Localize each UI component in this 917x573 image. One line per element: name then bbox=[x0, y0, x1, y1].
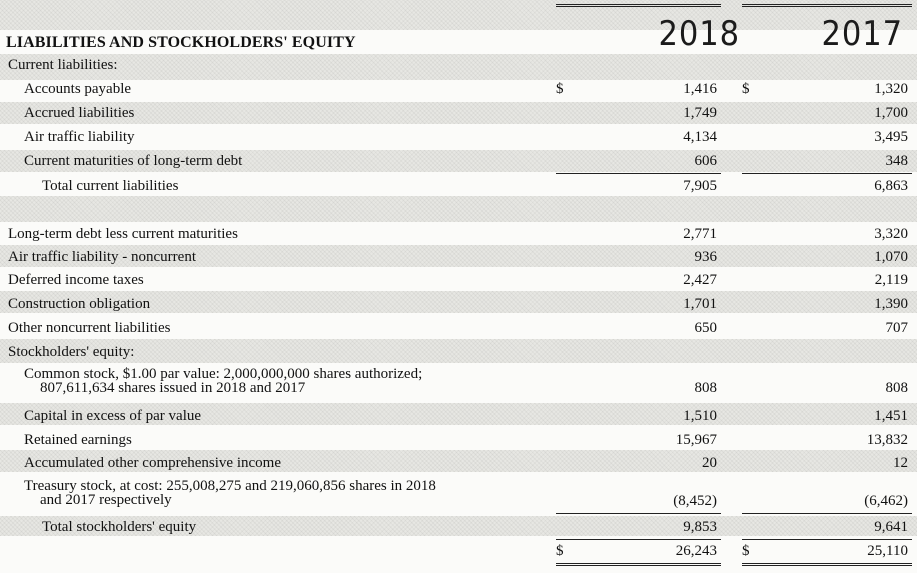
value-2017: 2,119 bbox=[874, 272, 908, 288]
row-label: Other noncurrent liabilities bbox=[8, 320, 171, 336]
total-equity-2017: 9,641 bbox=[874, 519, 908, 535]
treasury-stock-line1: Treasury stock, at cost: 255,008,275 and 219,060,856 shares in 2018 bbox=[24, 478, 436, 494]
value-2018: 15,967 bbox=[675, 432, 717, 448]
grand-total-double-rule-2017 bbox=[742, 563, 912, 566]
value-2017: 3,320 bbox=[874, 226, 908, 242]
total-current-2017: 6,863 bbox=[874, 178, 908, 194]
row-label: Long-term debt less current maturities bbox=[8, 226, 238, 242]
dollar-sign: $ bbox=[556, 81, 564, 97]
value-2018: 4,134 bbox=[683, 129, 717, 145]
value-2018: 650 bbox=[694, 320, 717, 336]
value-2017: 1,451 bbox=[874, 408, 908, 424]
current-liabilities-label: Current liabilities: bbox=[8, 57, 118, 73]
value-2017: 1,390 bbox=[874, 296, 908, 312]
total-rule-2017 bbox=[742, 539, 912, 540]
row-label: Accounts payable bbox=[24, 81, 132, 97]
row-label: Current maturities of long-term debt bbox=[24, 153, 243, 169]
year-header-2018: 2018 bbox=[658, 14, 741, 54]
value-2017: 1,070 bbox=[874, 249, 908, 265]
value-2018: 808 bbox=[694, 380, 717, 396]
subtotal-rule-2018 bbox=[556, 513, 721, 514]
row-label: Accrued liabilities bbox=[24, 105, 135, 121]
row-label: Capital in excess of par value bbox=[24, 408, 202, 424]
row-label: Accumulated other comprehensive income bbox=[24, 455, 281, 471]
row-label: Retained earnings bbox=[24, 432, 132, 448]
dollar-sign: $ bbox=[742, 543, 750, 559]
dollar-sign: $ bbox=[556, 543, 564, 559]
value-2018: 606 bbox=[694, 153, 717, 169]
subtotal-rule-2017 bbox=[742, 513, 912, 514]
value-2018: (8,452) bbox=[673, 493, 717, 509]
top-double-rule-2018 bbox=[556, 4, 721, 7]
row-label: Deferred income taxes bbox=[8, 272, 144, 288]
dollar-sign: $ bbox=[742, 81, 750, 97]
value-2017: 348 bbox=[885, 153, 908, 169]
section-heading: LIABILITIES AND STOCKHOLDERS' EQUITY bbox=[6, 34, 356, 51]
grand-total-2017: 25,110 bbox=[867, 543, 908, 559]
treasury-stock-line2: and 2017 respectively bbox=[40, 492, 172, 508]
value-2018: 1,510 bbox=[683, 408, 717, 424]
value-2017: 3,495 bbox=[874, 129, 908, 145]
value-2018: 1,416 bbox=[683, 81, 717, 97]
value-2017: 1,320 bbox=[874, 81, 908, 97]
value-2018: 2,427 bbox=[683, 272, 717, 288]
value-2017: 1,700 bbox=[874, 105, 908, 121]
value-2017: 13,832 bbox=[866, 432, 908, 448]
total-current-2018: 7,905 bbox=[683, 178, 717, 194]
total-equity-label: Total stockholders' equity bbox=[42, 519, 197, 535]
subtotal-rule-2017 bbox=[742, 173, 912, 174]
shade-band bbox=[0, 54, 917, 80]
value-2018: 936 bbox=[694, 249, 717, 265]
row-label: Construction obligation bbox=[8, 296, 151, 312]
row-label: Air traffic liability bbox=[24, 129, 135, 145]
value-2017: 12 bbox=[893, 455, 908, 471]
top-double-rule-2017 bbox=[742, 4, 912, 7]
stockholders-equity-label: Stockholders' equity: bbox=[8, 344, 135, 360]
value-2018: 1,701 bbox=[683, 296, 717, 312]
row-label: Air traffic liability - noncurrent bbox=[8, 249, 196, 265]
shade-band bbox=[0, 339, 917, 363]
total-current-liabilities-label: Total current liabilities bbox=[42, 178, 179, 194]
total-equity-2018: 9,853 bbox=[683, 519, 717, 535]
total-rule-2018 bbox=[556, 539, 721, 540]
shade-band bbox=[0, 196, 917, 222]
value-2017: (6,462) bbox=[864, 493, 908, 509]
subtotal-rule-2018 bbox=[556, 173, 721, 174]
shade-band bbox=[0, 102, 917, 124]
value-2017: 707 bbox=[885, 320, 908, 336]
year-header-2017: 2017 bbox=[821, 14, 904, 54]
value-2018: 1,749 bbox=[683, 105, 717, 121]
value-2018: 20 bbox=[702, 455, 717, 471]
common-stock-line1: Common stock, $1.00 par value: 2,000,000,000 shares authorized; bbox=[24, 366, 423, 382]
value-2018: 2,771 bbox=[683, 226, 717, 242]
value-2017: 808 bbox=[885, 380, 908, 396]
grand-total-2018: 26,243 bbox=[675, 543, 717, 559]
common-stock-line2: 807,611,634 shares issued in 2018 and 2017 bbox=[40, 380, 306, 396]
grand-total-double-rule-2018 bbox=[556, 563, 721, 566]
